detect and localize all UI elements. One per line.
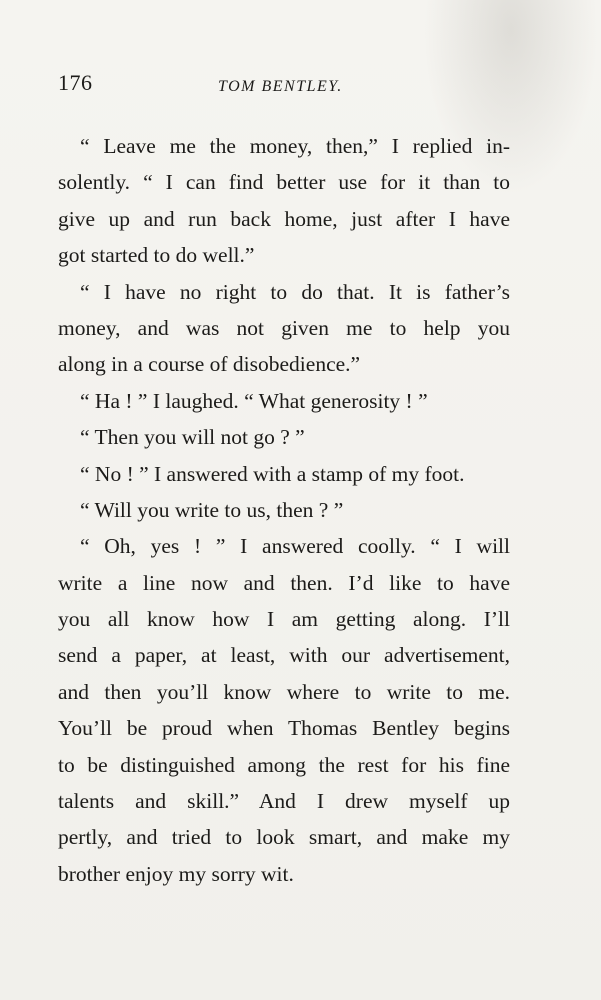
text-line: along in a course of disobedience.” <box>58 352 361 377</box>
page-number: 176 <box>58 70 93 95</box>
text-line: “ Then you will not go ? ” <box>80 425 305 450</box>
text-line: send a paper, at least, with our advertisement, <box>58 643 510 668</box>
text-line: solently. “ I can find better use for it than to <box>58 170 510 195</box>
text-line: “ Will you write to us, then ? ” <box>80 497 344 522</box>
text-line: “ Ha ! ” I laughed. “ What generosity ! ” <box>80 388 428 413</box>
text-line: “ No ! ” I answered with a stamp of my foot. <box>80 461 465 486</box>
text-line: “ Leave me the money, then,” I replied in- <box>80 134 510 158</box>
text-line: and then you’ll know where to write to me. <box>58 679 510 704</box>
text-line: write a line now and then. I’d like to have <box>58 570 510 595</box>
text-line: pertly, and tried to look smart, and make my <box>58 825 510 850</box>
text-line: You’ll be proud when Thomas Bentley begins <box>58 716 510 741</box>
text-line: give up and run back home, just after I have <box>58 206 510 231</box>
text-line: “ I have no right to do that. It is father’s <box>80 279 510 304</box>
running-head: TOM BENTLEY. <box>218 78 343 95</box>
page-header <box>58 70 510 100</box>
text-line: you all know how I am getting along. I’ll <box>58 607 510 632</box>
text-line: money, and was not given me to help you <box>58 315 510 340</box>
text-line: brother enjoy my sorry wit. <box>58 861 294 886</box>
text-line: to be distinguished among the rest for his fine <box>58 752 510 777</box>
text-line: “ Oh, yes ! ” I answered coolly. “ I will <box>80 534 510 559</box>
text-line: talents and skill.” And I drew myself up <box>58 789 510 814</box>
text-line: got started to do well.” <box>58 243 255 268</box>
body-text <box>58 128 510 892</box>
